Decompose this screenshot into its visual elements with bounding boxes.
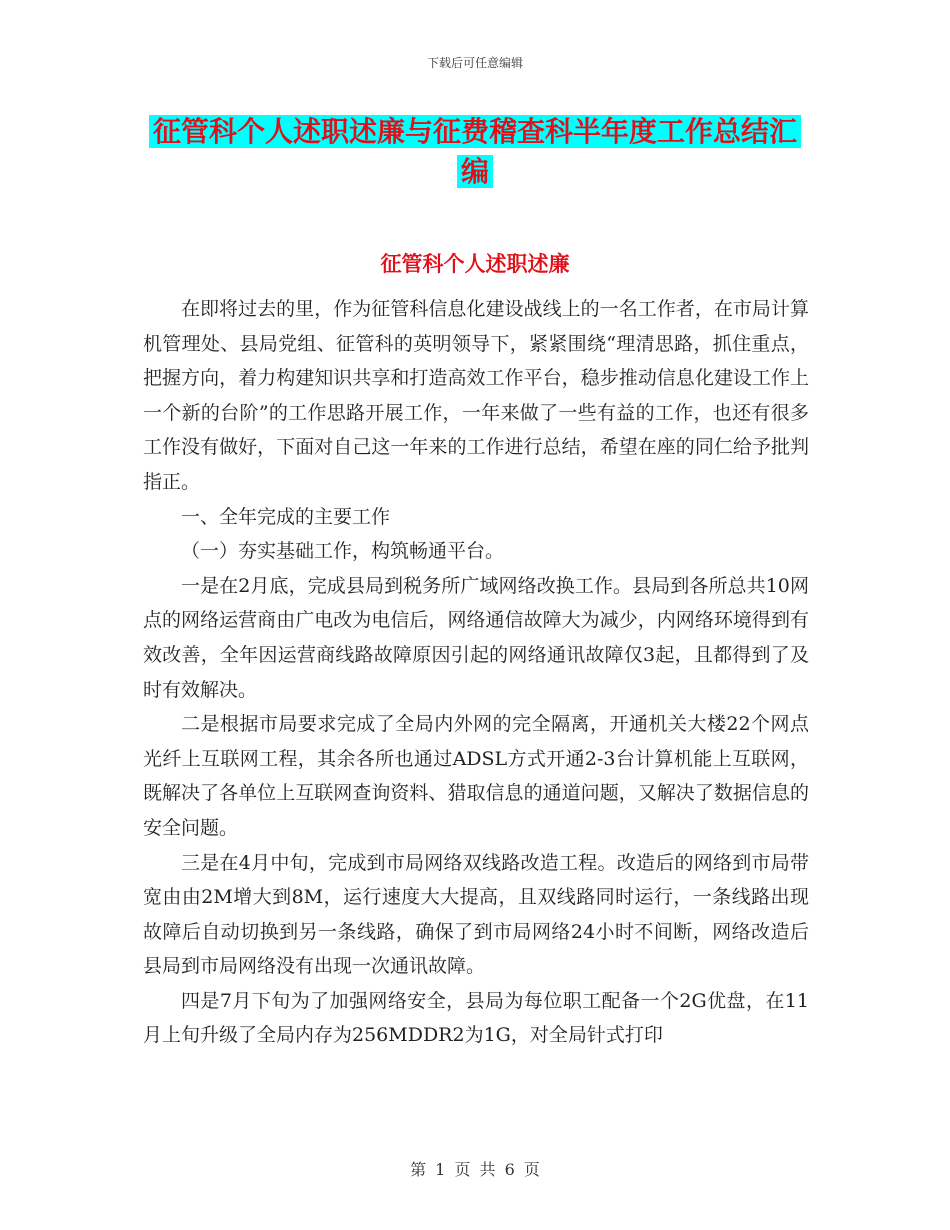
paragraph-item-4: 四是7月下旬为了加强网络安全，县局为每位职工配备一个2G优盘，在11月上旬升级了全局内存为256MDDR2为1G，对全局针式打印 xyxy=(143,989,809,1047)
paragraph-subheading-1: （一）夯实基础工作，构筑畅通平台。 xyxy=(181,540,505,563)
paragraph-item-1: 一是在2月底，完成县局到税务所广域网络改换工作。县局到各所总共10网点的网络运营商由广电改为电信后，网络通信故障大为减少，内网络环境得到有效改善，全年因运营商线路故障原因引起的网络通讯故障仅3起，且都得到了及时有效解决。 xyxy=(143,574,809,701)
paragraph-heading-1: 一、全年完成的主要工作 xyxy=(181,505,391,528)
document-title xyxy=(140,112,810,192)
document-title-text: 征管科个人述职述廉与征费稽查科半年度工作总结汇编 xyxy=(149,115,801,188)
paragraph-item-3: 三是在4月中旬，完成到市局网络双线路改造工程。改造后的网络到市局带宽由由2M增大到8M，运行速度大大提高，且双线路同时运行，一条线路出现故障后自动切换到另一条线路，确保了到市局网络24小时不间断，网络改造后县局到市局网络没有出现一次通讯故障。 xyxy=(143,851,809,978)
body-text xyxy=(143,292,809,1053)
header-note: 下载后可任意编辑 xyxy=(426,56,523,70)
section-title: 征管科个人述职述廉 xyxy=(380,251,570,276)
page-footer: 第 1 页 共 6 页 xyxy=(410,1160,540,1179)
paragraph-intro: 在即将过去的里，作为征管科信息化建设战线上的一名工作者，在市局计算机管理处、县局党组、征管科的英明领导下，紧紧围绕“理清思路，抓住重点，把握方向，着力构建知识共享和打造高效工作平台，稳步推动信息化建设工作上一个新的台阶”的工作思路开展工作，一年来做了一些有益的工作，也还有很多工作没有做好，下面对自己这一年来的工作进行总结，希望在座的同仁给予批判指正。 xyxy=(143,298,809,493)
paragraph-item-2: 二是根据市局要求完成了全局内外网的完全隔离，开通机关大楼22个网点光纤上互联网工程，其余各所也通过ADSL方式开通2-3台计算机能上互联网，既解决了各单位上互联网查询资料、猎取信息的通道问题，又解决了数据信息的安全问题。 xyxy=(143,713,809,839)
